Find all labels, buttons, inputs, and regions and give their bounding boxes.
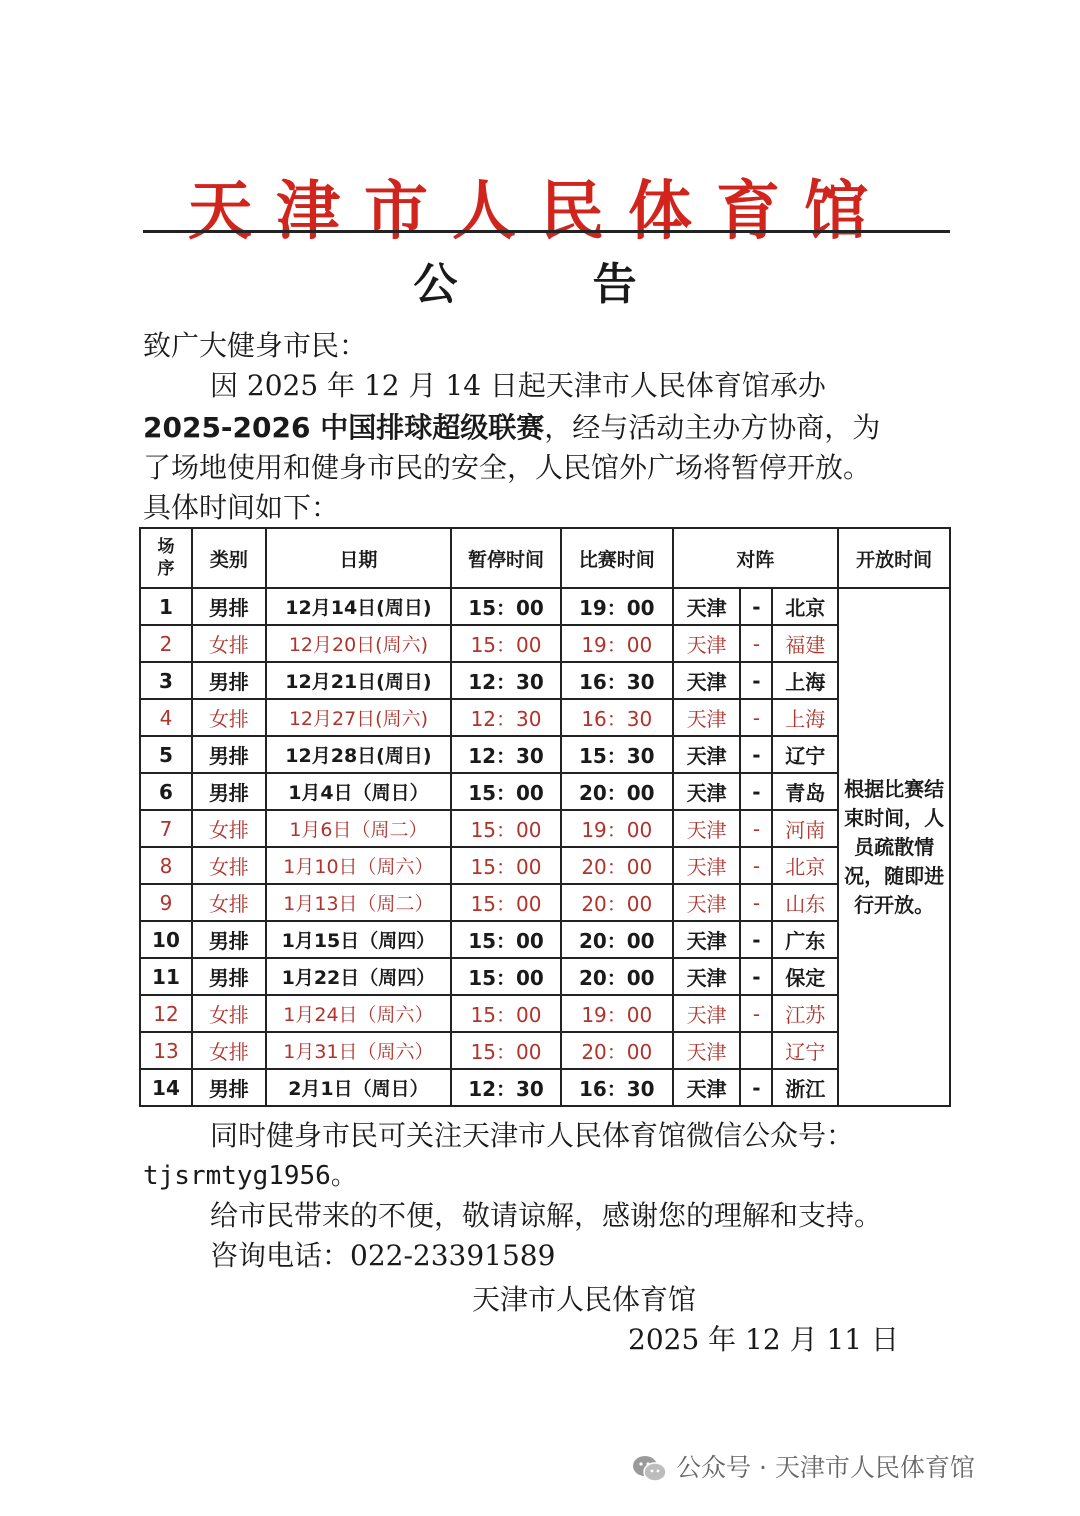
cell-seq: 7 (140, 810, 192, 847)
cell-pause: 15：00 (451, 625, 561, 662)
cell-match: 20：00 (561, 958, 673, 995)
org-name-heading: 天津市人民体育馆 (188, 174, 892, 249)
cell-home: 天津 (673, 736, 741, 773)
header-type: 类别 (192, 528, 266, 588)
cell-sep: - (740, 884, 772, 921)
cell-sep: - (740, 1069, 772, 1106)
cell-sep: - (740, 921, 772, 958)
cell-sep: - (740, 699, 772, 736)
cell-type: 男排 (192, 958, 266, 995)
cell-away: 青岛 (772, 773, 838, 810)
cell-date: 1月15日（周四） (266, 921, 451, 958)
cell-sep: - (740, 662, 772, 699)
cell-seq: 9 (140, 884, 192, 921)
cell-type: 女排 (192, 625, 266, 662)
cell-date: 12月20日(周六) (266, 625, 451, 662)
cell-type: 男排 (192, 1069, 266, 1106)
cell-away: 上海 (772, 699, 838, 736)
cell-match: 20：00 (561, 1032, 673, 1069)
cell-type: 男排 (192, 588, 266, 625)
cell-sep: - (740, 773, 772, 810)
signature-org: 天津市人民体育馆 (472, 1283, 697, 1316)
cell-away: 福建 (772, 625, 838, 662)
cell-sep: - (740, 995, 772, 1032)
cell-away: 广东 (772, 921, 838, 958)
cell-seq: 12 (140, 995, 192, 1032)
table-row (140, 773, 950, 810)
cell-match: 16：30 (561, 699, 673, 736)
cell-away: 山东 (772, 884, 838, 921)
wechat-line1: 同时健身市民可关注天津市人民体育馆微信公众号： (210, 1119, 855, 1152)
cell-match: 20：00 (561, 847, 673, 884)
schedule-table (139, 527, 951, 1107)
cell-date: 1月10日（周六） (266, 847, 451, 884)
table-row (140, 588, 950, 625)
cell-away: 浙江 (772, 1069, 838, 1106)
cell-match: 20：00 (561, 773, 673, 810)
header-date: 日期 (266, 528, 451, 588)
table-row (140, 847, 950, 884)
cell-sep: - (740, 588, 772, 625)
league-name: 2025-2026 中国排球超级联赛 (143, 411, 545, 444)
table-row (140, 625, 950, 662)
cell-seq: 2 (140, 625, 192, 662)
cell-sep: - (740, 810, 772, 847)
table-header-row (140, 528, 950, 588)
cell-type: 女排 (192, 1032, 266, 1069)
title-divider (143, 230, 950, 233)
cell-date: 1月31日（周六） (266, 1032, 451, 1069)
cell-pause: 15：00 (451, 588, 561, 625)
cell-date: 1月22日（周四） (266, 958, 451, 995)
header-match-time: 比赛时间 (561, 528, 673, 588)
para1-line4: 具体时间如下： (143, 491, 340, 524)
cell-home: 天津 (673, 847, 741, 884)
cell-type: 男排 (192, 921, 266, 958)
cell-pause: 12：30 (451, 662, 561, 699)
table-row (140, 736, 950, 773)
cell-type: 女排 (192, 810, 266, 847)
cell-pause: 15：00 (451, 958, 561, 995)
cell-pause: 15：00 (451, 810, 561, 847)
cell-type: 女排 (192, 995, 266, 1032)
cell-pause: 15：00 (451, 1032, 561, 1069)
cell-match: 19：00 (561, 995, 673, 1032)
cell-home: 天津 (673, 662, 741, 699)
cell-home: 天津 (673, 625, 741, 662)
cell-sep: - (740, 625, 772, 662)
cell-type: 女排 (192, 847, 266, 884)
watermark-text: 公众号 · 天津市人民体育馆 (676, 1453, 975, 1482)
cell-match: 19：00 (561, 625, 673, 662)
table-row (140, 699, 950, 736)
cell-pause: 15：00 (451, 847, 561, 884)
wechat-account: tjsrmtyg1956。 (143, 1161, 357, 1191)
cell-pause: 15：00 (451, 921, 561, 958)
cell-sep: - (740, 847, 772, 884)
cell-seq: 1 (140, 588, 192, 625)
table-row (140, 884, 950, 921)
cell-seq: 8 (140, 847, 192, 884)
apology-line: 给市民带来的不便，敬请谅解，感谢您的理解和支持。 (210, 1199, 883, 1232)
cell-home: 天津 (673, 588, 741, 625)
cell-pause: 12：30 (451, 736, 561, 773)
cell-pause: 12：30 (451, 1069, 561, 1106)
para1-line2 (143, 408, 880, 448)
cell-away: 北京 (772, 588, 838, 625)
cell-type: 男排 (192, 773, 266, 810)
table-row (140, 995, 950, 1032)
cell-home: 天津 (673, 921, 741, 958)
header-matchup: 对阵 (673, 528, 839, 588)
cell-match: 16：30 (561, 1069, 673, 1106)
cell-seq: 10 (140, 921, 192, 958)
cell-seq: 4 (140, 699, 192, 736)
header-pause-time: 暂停时间 (451, 528, 561, 588)
wechat-icon (632, 1455, 668, 1483)
cell-away: 保定 (772, 958, 838, 995)
cell-home: 天津 (673, 699, 741, 736)
cell-date: 1月4日（周日） (266, 773, 451, 810)
cell-type: 女排 (192, 884, 266, 921)
para1-line3: 了场地使用和健身市民的安全，人民馆外广场将暂停开放。 (143, 451, 872, 484)
cell-pause: 12：30 (451, 699, 561, 736)
header-open-time: 开放时间 (838, 528, 950, 588)
cell-date: 12月28日(周日) (266, 736, 451, 773)
phone-line: 咨询电话：022-23391589 (210, 1239, 556, 1272)
cell-date: 12月21日(周日) (266, 662, 451, 699)
cell-type: 男排 (192, 662, 266, 699)
para1-line2-rest: ，经与活动主办方协商，为 (544, 411, 881, 444)
cell-away: 辽宁 (772, 1032, 838, 1069)
header-seq: 场序 (140, 528, 192, 588)
cell-sep (740, 1032, 772, 1069)
cell-home: 天津 (673, 773, 741, 810)
cell-match: 19：00 (561, 588, 673, 625)
cell-date: 1月6日（周二） (266, 810, 451, 847)
cell-sep: - (740, 736, 772, 773)
cell-date: 12月27日(周六) (266, 699, 451, 736)
cell-date: 1月24日（周六） (266, 995, 451, 1032)
table-row (140, 1069, 950, 1106)
cell-away: 北京 (772, 847, 838, 884)
cell-pause: 15：00 (451, 773, 561, 810)
cell-away: 江苏 (772, 995, 838, 1032)
table-row (140, 921, 950, 958)
cell-pause: 15：00 (451, 884, 561, 921)
cell-seq: 11 (140, 958, 192, 995)
cell-away: 河南 (772, 810, 838, 847)
cell-date: 12月14日(周日) (266, 588, 451, 625)
cell-home: 天津 (673, 1032, 741, 1069)
watermark (632, 1448, 975, 1484)
para1-line1: 因 2025 年 12 月 14 日起天津市人民体育馆承办 (210, 369, 826, 402)
table-row (140, 958, 950, 995)
cell-home: 天津 (673, 995, 741, 1032)
cell-seq: 13 (140, 1032, 192, 1069)
cell-match: 16：30 (561, 662, 673, 699)
signature-date: 2025 年 12 月 11 日 (628, 1323, 900, 1356)
cell-date: 1月13日（周二） (266, 884, 451, 921)
cell-seq: 3 (140, 662, 192, 699)
salutation: 致广大健身市民： (143, 329, 368, 362)
open-time-note: 根据比赛结束时间，人员疏散情况，随即进行开放。 (838, 588, 950, 1106)
cell-home: 天津 (673, 1069, 741, 1106)
cell-sep: - (740, 958, 772, 995)
cell-match: 19：00 (561, 810, 673, 847)
cell-seq: 14 (140, 1069, 192, 1106)
cell-home: 天津 (673, 810, 741, 847)
cell-type: 女排 (192, 699, 266, 736)
cell-home: 天津 (673, 884, 741, 921)
table-row (140, 1032, 950, 1069)
cell-type: 男排 (192, 736, 266, 773)
table-row (140, 662, 950, 699)
cell-home: 天津 (673, 958, 741, 995)
table-row (140, 810, 950, 847)
doc-title: 公 告 (413, 259, 697, 310)
cell-pause: 15：00 (451, 995, 561, 1032)
cell-away: 辽宁 (772, 736, 838, 773)
cell-seq: 6 (140, 773, 192, 810)
cell-date: 2月1日（周日） (266, 1069, 451, 1106)
cell-away: 上海 (772, 662, 838, 699)
cell-match: 20：00 (561, 921, 673, 958)
cell-match: 15：30 (561, 736, 673, 773)
cell-match: 20：00 (561, 884, 673, 921)
cell-seq: 5 (140, 736, 192, 773)
